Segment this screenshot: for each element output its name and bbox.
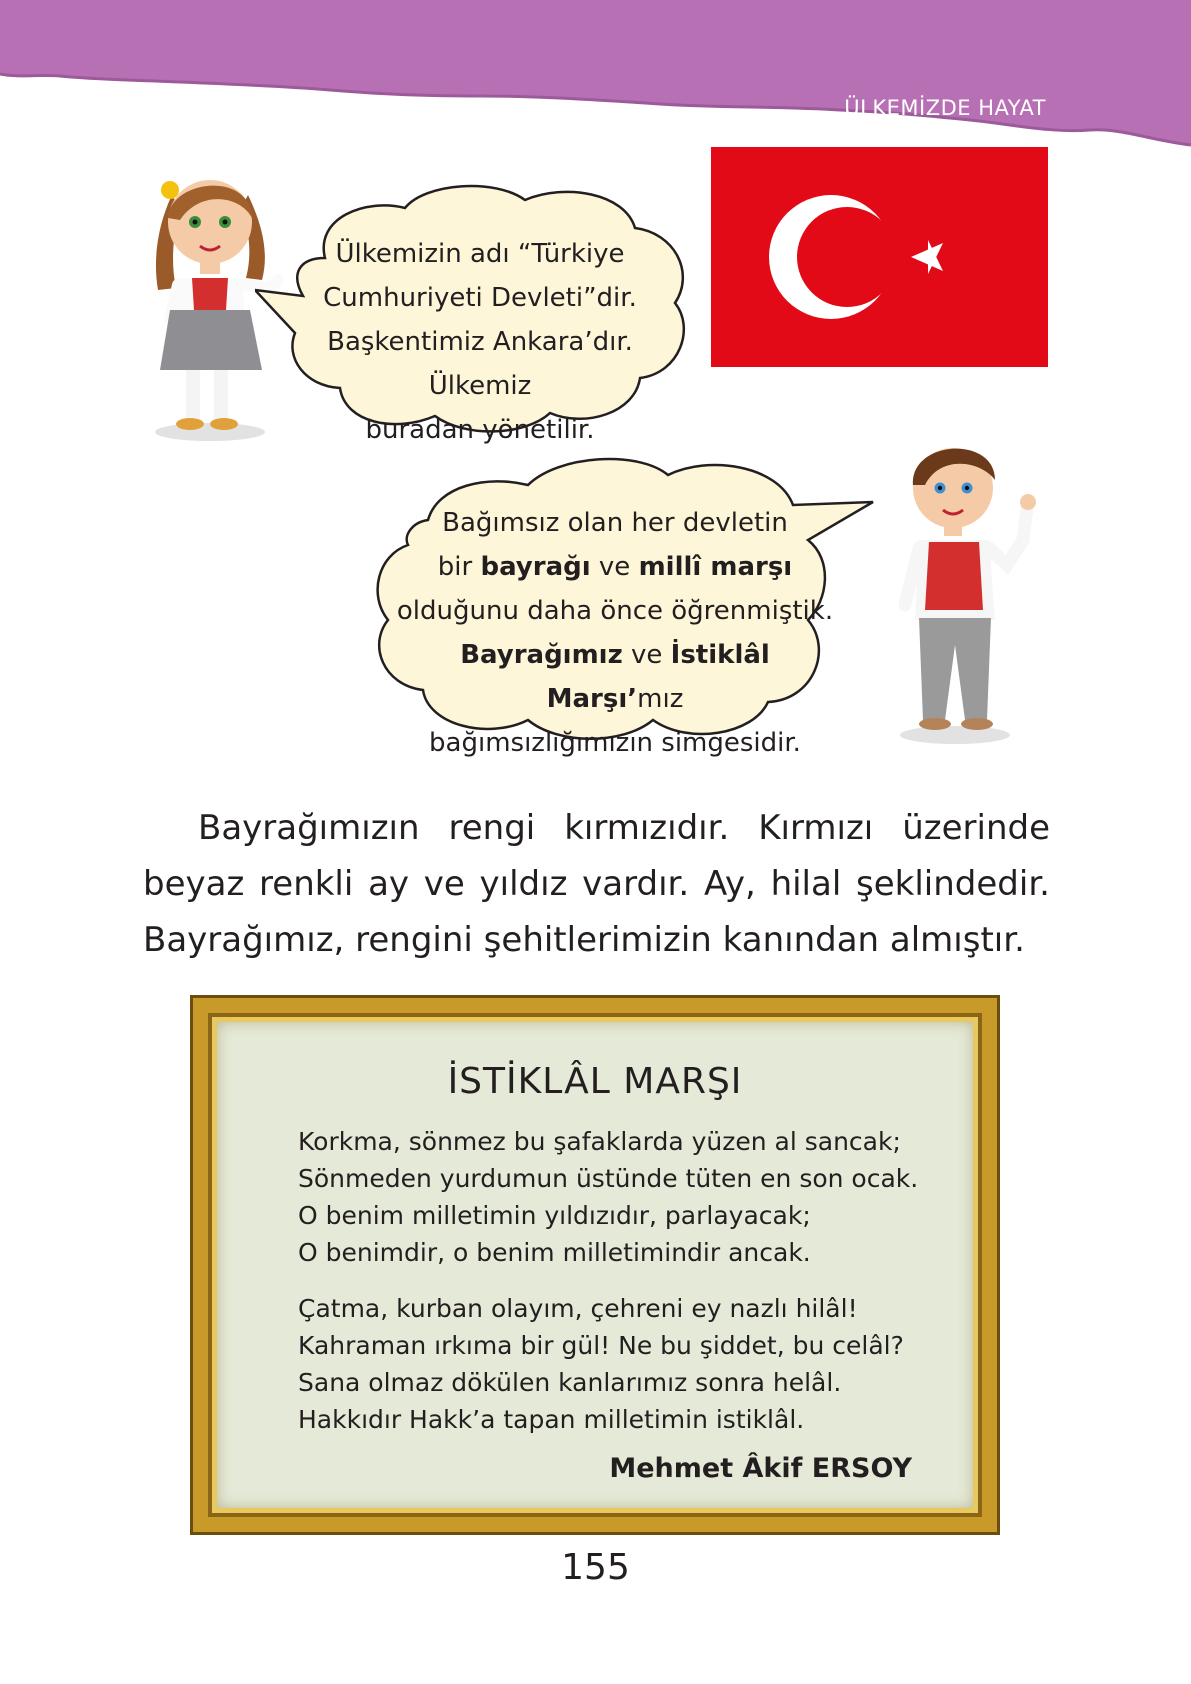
anthem-title: İSTİKLÂL MARŞI [447,1061,743,1102]
bayragi-bold: bayrağı [480,552,591,582]
flag-crescent-inner [797,207,897,307]
girl-bubble-line: Ülkemizin adı “Türkiye [335,239,625,269]
anthem-line: Korkma, sönmez bu şafaklarda yüzen al sancak; [298,1127,901,1156]
page-number: 155 [561,1547,630,1588]
anthem-line: Çatma, kurban olayım, çehreni ey nazlı hilâl! [298,1294,858,1323]
header-banner [0,0,1191,150]
boy-bubble-line: Bağımsız olan her devletin [442,508,788,538]
anthem-line: Hakkıdır Hakk’a tapan milletimin istiklâl. [298,1405,805,1434]
istiklal-marsi-bold: İstiklâl Marşı’ [546,640,770,714]
boy-bubble-text-run: mız [637,684,684,714]
anthem-line: Sana olmaz dökülen kanlarımız sonra helâl. [298,1368,842,1397]
bayragimiz-bold: Bayrağımız [460,640,623,670]
paragraph-text: Bayrağımızın rengi kırmızıdır. Kırmızı üzerinde beyaz renkli ay ve yıldız vardır. Ay, hilal şeklindedir. Bayrağımız, rengini şehitlerimizin kanından almıştır. [143,808,1050,960]
section-title: ÜLKEMİZDE HAYAT [844,96,1046,120]
boy-bubble-line [395,545,835,589]
girl-bubble-line: Cumhuriyeti Devleti”dir. [323,283,637,313]
boy-bubble-text-run: ve [590,552,639,582]
boy-bubble-text-run: ve [622,640,671,670]
boy-illustration [895,430,1050,750]
girl-bubble-line: buradan yönetilir. [365,415,595,445]
boy-bubble-text [395,501,835,765]
anthem-stanza-2 [298,1290,938,1438]
anthem-line: O benimdir, o benim milletimindir ancak. [298,1238,811,1267]
anthem-frame [190,995,1000,1535]
boy-bubble-line [395,633,835,721]
girl-bubble-line: Başkentimiz Ankara’dır. Ülkemiz [327,327,633,401]
anthem-line: Sönmeden yurdumun üstünde tüten en son ocak. [298,1164,919,1193]
turkish-flag [711,147,1048,367]
boy-bubble-line: olduğunu daha önce öğrenmiştik. [396,596,834,626]
boy-bubble-text-run: bir [437,552,481,582]
boy-bubble-line: bağımsızlığımızın simgesidir. [429,728,801,758]
anthem-author: Mehmet Âkif ERSOY [609,1453,912,1484]
anthem-line: Kahraman ırkıma bir gül! Ne bu şiddet, bu celâl? [298,1331,904,1360]
milli-marsi-bold: millî marşı [638,552,793,582]
anthem-stanza-1 [298,1123,938,1271]
flag-description-paragraph [143,800,1050,968]
girl-bubble-text [285,232,675,452]
anthem-line: O benim milletimin yıldızıdır, parlayacak; [298,1201,811,1230]
